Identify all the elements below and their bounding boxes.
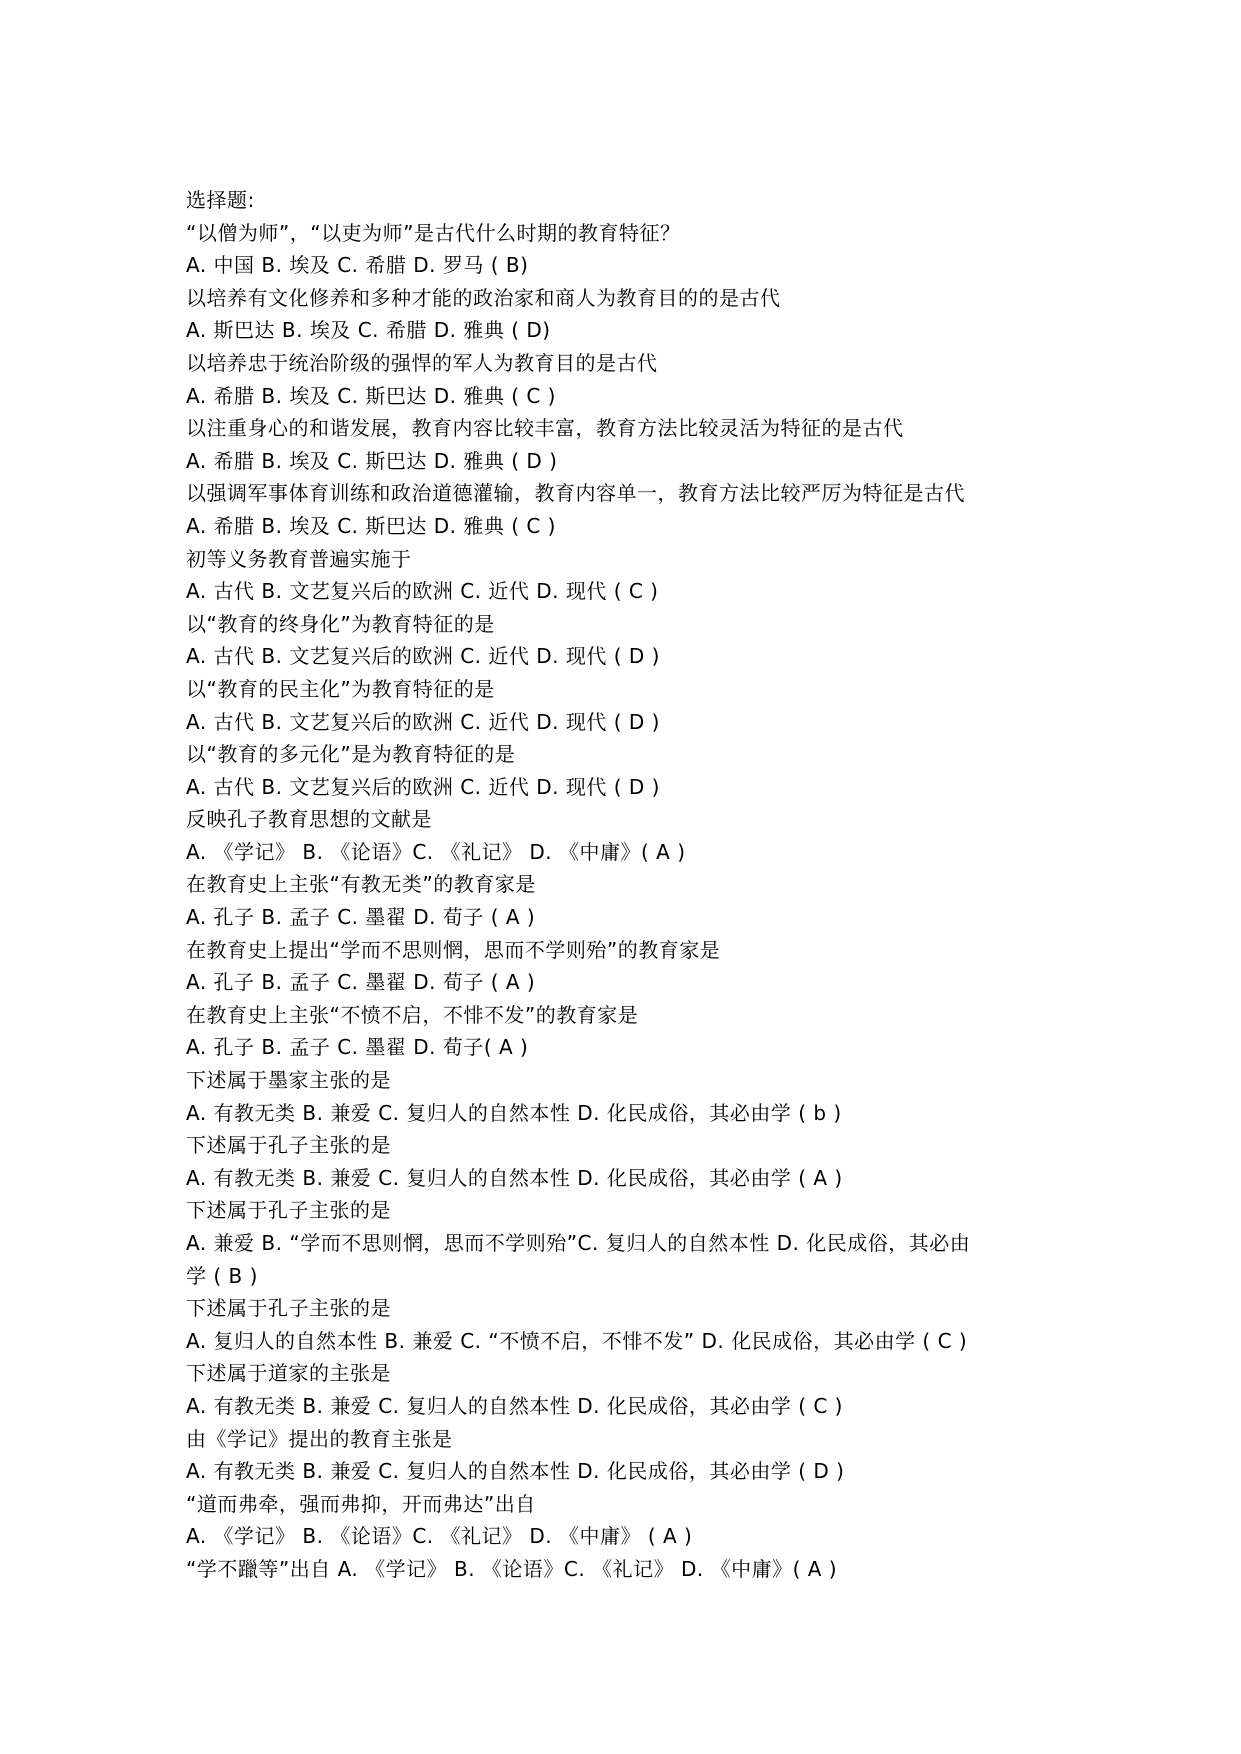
question-line: 在教育史上提出“学而不思则惘，思而不学则殆”的教育家是 [186,937,721,962]
answer-options-line: A. 孔子 B. 孟子 C. 墨翟 D. 荀子 ( A ) [186,970,536,995]
answer-options-line: A. 有教无类 B. 兼爱 C. 复归人的自然本性 D. 化民成俗，其必由学 ( D ) [186,1459,845,1484]
answer-options-line: A. 有教无类 B. 兼爱 C. 复归人的自然本性 D. 化民成俗，其必由学 ( C ) [186,1393,843,1418]
question-line: 下述属于墨家主张的是 [186,1068,391,1093]
question-line: 下述属于孔子主张的是 [186,1296,391,1321]
answer-options-line: A. 古代 B. 文艺复兴后的欧洲 C. 近代 D. 现代 ( D ) [186,644,660,669]
answer-options-line: A. 有教无类 B. 兼爱 C. 复归人的自然本性 D. 化民成俗，其必由学 ( b ) [186,1100,842,1125]
answer-options-line: A. 中国 B. 埃及 C. 希腊 D. 罗马 ( B) [186,253,529,278]
answer-options-line: A. 孔子 B. 孟子 C. 墨翟 D. 荀子( A ) [186,1035,529,1060]
question-line: 下述属于道家的主张是 [186,1361,391,1386]
question-line: 以强调军事体育训练和政治道德灌输，教育内容单一，教育方法比较严厉为特征是古代 [186,481,965,506]
answer-options-line: A. 《学记》 B. 《论语》C. 《礼记》 D. 《中庸》( A ) [186,839,686,864]
question-line: “学不躐等”出自 A. 《学记》 B. 《论语》C. 《礼记》 D. 《中庸》( A ) [186,1556,838,1581]
question-line: 下述属于孔子主张的是 [186,1133,391,1158]
answer-options-line: A. 古代 B. 文艺复兴后的欧洲 C. 近代 D. 现代 ( D ) [186,774,660,799]
question-line: 在教育史上主张“有教无类”的教育家是 [186,872,536,897]
answer-options-line: A. 古代 B. 文艺复兴后的欧洲 C. 近代 D. 现代 ( D ) [186,709,660,734]
question-line: “以僧为师”，“以吏为师”是古代什么时期的教育特征？ [186,220,681,245]
answer-options-line: A. 斯巴达 B. 埃及 C. 希腊 D. 雅典 ( D) [186,318,551,343]
section-heading: 选择题: [186,188,255,212]
question-line: 下述属于孔子主张的是 [186,1198,391,1223]
answer-options-line: A. 希腊 B. 埃及 C. 斯巴达 D. 雅典 ( D ) [186,448,558,473]
answer-options-line: A. 希腊 B. 埃及 C. 斯巴达 D. 雅典 ( C ) [186,513,556,538]
question-line: 反映孔子教育思想的文献是 [186,807,432,832]
answer-options-line: A. 希腊 B. 埃及 C. 斯巴达 D. 雅典 ( C ) [186,383,556,408]
answer-options-line: A. 古代 B. 文艺复兴后的欧洲 C. 近代 D. 现代 ( C ) [186,579,659,604]
question-line: 以注重身心的和谐发展，教育内容比较丰富，教育方法比较灵活为特征的是古代 [186,416,904,441]
question-line: 在教育史上主张“不愤不启，不悱不发”的教育家是 [186,1002,639,1027]
document-body [186,184,1086,1586]
answer-options-line: A. 复归人的自然本性 B. 兼爱 C. “不愤不启，不悱不发” D. 化民成俗，其必由学 ( C ) [186,1328,968,1353]
question-line: 以培养有文化修养和多种才能的政治家和商人为教育目的的是古代 [186,285,781,310]
answer-options-line: A. 孔子 B. 孟子 C. 墨翟 D. 荀子 ( A ) [186,905,536,930]
answer-options-line: A. 《学记》 B. 《论语》C. 《礼记》 D. 《中庸》 ( A ) [186,1524,693,1549]
question-line: “道而弗牵，强而弗抑，开而弗达”出自 [186,1491,536,1516]
answer-options-line: A. 兼爱 B. “学而不思则惘，思而不学则殆”C. 复归人的自然本性 D. 化民成俗，其必由 [186,1231,971,1255]
question-line: 由《学记》提出的教育主张是 [186,1426,453,1451]
question-line: 以培养忠于统治阶级的强悍的军人为教育目的是古代 [186,350,658,375]
question-line: 以“教育的民主化”为教育特征的是 [186,676,495,701]
answer-options-line: 学 ( B ) [186,1263,258,1288]
question-line: 以“教育的多元化”是为教育特征的是 [186,742,516,767]
question-line: 初等义务教育普遍实施于 [186,546,412,571]
answer-options-line: A. 有教无类 B. 兼爱 C. 复归人的自然本性 D. 化民成俗，其必由学 ( A ) [186,1165,843,1190]
question-line: 以“教育的终身化”为教育特征的是 [186,611,495,636]
